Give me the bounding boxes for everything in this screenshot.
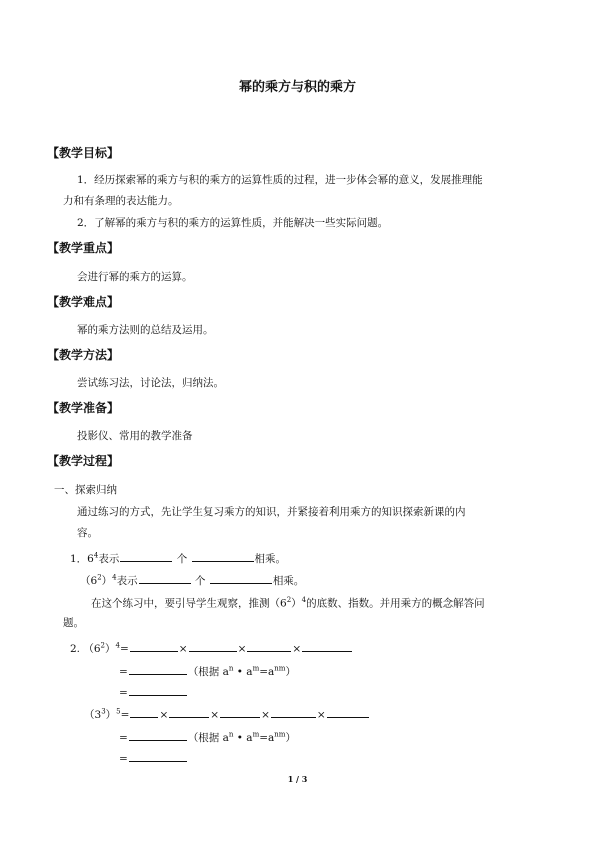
answer-blank[interactable] <box>139 572 191 584</box>
question-3-step-2: = （根据 $a^n$ • $a^m=a^{nm}$） <box>119 730 296 744</box>
question-3-step-3: = <box>119 750 188 767</box>
heading-methods: 【教学方法】 <box>47 348 120 362</box>
heading-goals: 【教学目标】 <box>47 146 120 160</box>
goal-1-line-2: 力和有条理的表达能力。 <box>63 195 179 207</box>
answer-blank[interactable] <box>271 706 316 718</box>
answer-blank[interactable] <box>247 640 291 652</box>
part-one-label: 一、探索归纳 <box>54 484 117 496</box>
answer-blank[interactable] <box>129 729 187 741</box>
answer-blank[interactable] <box>129 684 187 696</box>
intro-line-2: 容。 <box>77 527 98 539</box>
teaching-note-line-2: 题。 <box>63 617 84 629</box>
heading-process: 【教学过程】 <box>47 454 120 468</box>
preparation-text: 投影仪、常用的教学准备 <box>77 430 193 442</box>
question-2: 2. $(6^2)^4=$ × × × <box>70 640 353 657</box>
answer-blank[interactable] <box>129 663 187 675</box>
heading-preparation: 【教学准备】 <box>47 401 120 415</box>
answer-blank[interactable] <box>302 640 352 652</box>
answer-blank[interactable] <box>130 640 178 652</box>
answer-blank[interactable] <box>192 550 254 562</box>
difficulties-text: 幂的乘方法则的总结及运用。 <box>77 324 214 336</box>
answer-blank[interactable] <box>189 640 237 652</box>
goal-1-line-1: 1．经历探索幂的乘方与积的乘方的运算性质的过程，进一步体会幂的意义，发展推理能 <box>77 174 483 186</box>
question-2-step-3: = <box>119 684 188 701</box>
answer-blank[interactable] <box>220 706 260 718</box>
answer-blank[interactable] <box>120 550 172 562</box>
question-1b: $(6^2)^4$表示 个 相乘。 <box>80 573 305 587</box>
page-title: 幂的乘方与积的乘方 <box>238 80 356 95</box>
question-2-step-2: = （根据 $a^n$ • $a^m=a^{nm}$） <box>119 664 296 678</box>
heading-difficulties: 【教学难点】 <box>47 295 120 309</box>
teaching-note-line-1: 在这个练习中，要引导学生观察，推测$(6^2)^4$的底数、指数。并用乘方的概念解答问 <box>91 596 485 610</box>
question-1: 1．$6^4$表示 个 相乘。 <box>70 551 287 565</box>
answer-blank[interactable] <box>327 706 369 718</box>
answer-blank[interactable] <box>130 706 158 718</box>
methods-text: 尝试练习法，讨论法，归纳法。 <box>77 377 224 389</box>
answer-blank[interactable] <box>169 706 209 718</box>
question-3: $(3^3)^5=$ × × × × <box>84 706 370 723</box>
answer-blank[interactable] <box>129 750 187 762</box>
page-number: 1 / 3 <box>287 774 308 784</box>
heading-key-points: 【教学重点】 <box>47 241 120 255</box>
answer-blank[interactable] <box>210 572 272 584</box>
key-points-text: 会进行幂的乘方的运算。 <box>77 271 193 283</box>
intro-line-1: 通过练习的方式，先让学生复习乘方的知识，并紧接着利用乘方的知识探索新课的内 <box>77 506 466 518</box>
goal-2: 2．了解幂的乘方与积的乘方的运算性质，并能解决一些实际问题。 <box>77 217 389 229</box>
